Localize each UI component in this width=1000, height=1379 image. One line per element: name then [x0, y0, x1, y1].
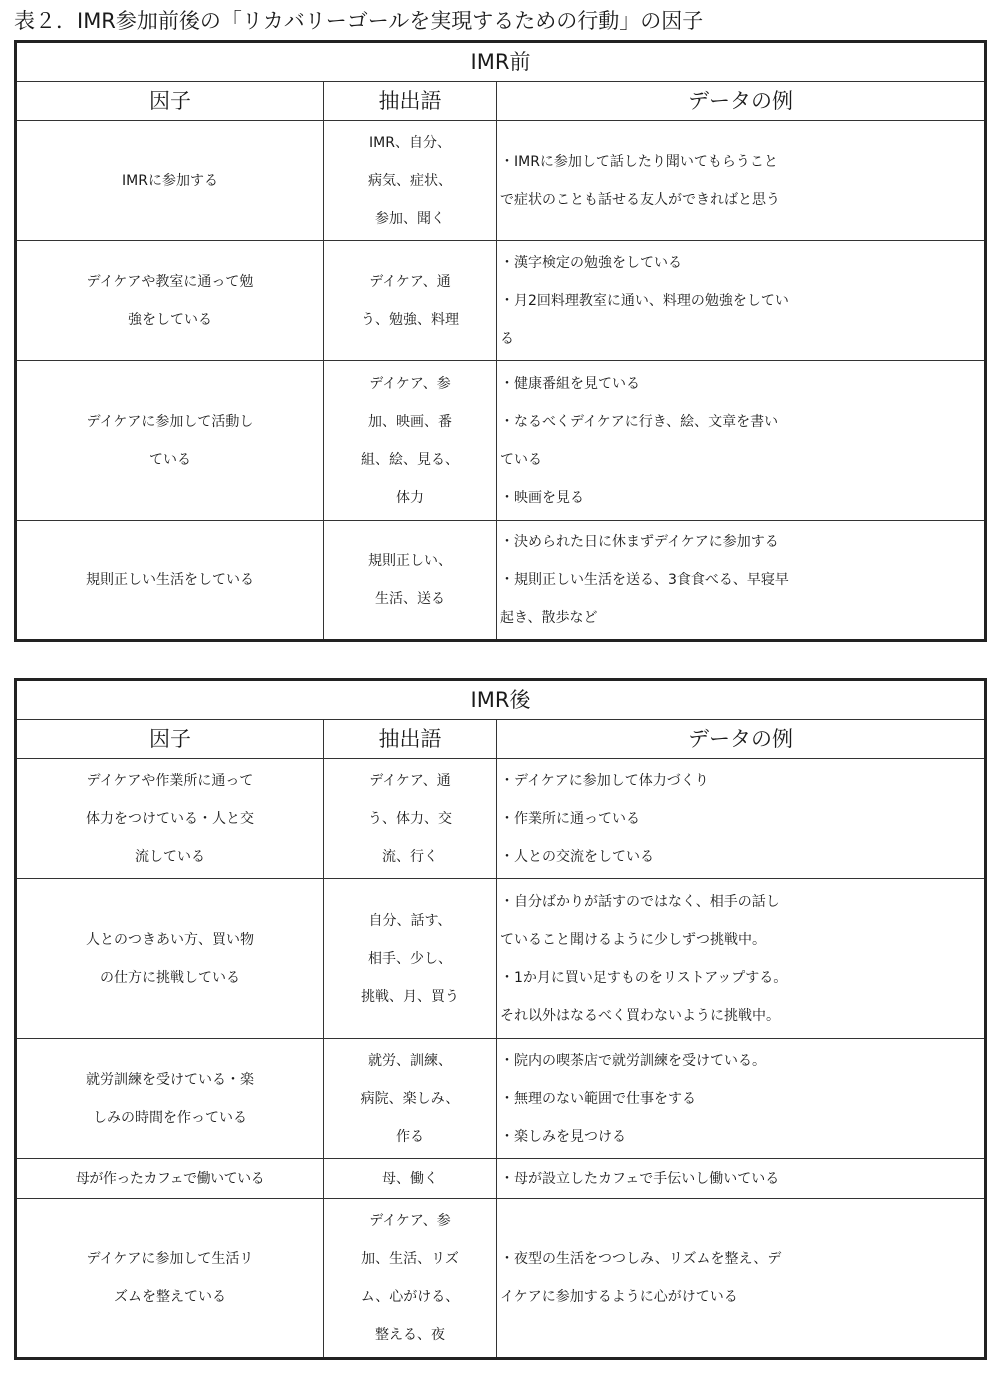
- table-title: IMR前: [16, 42, 986, 82]
- factor-cell: [16, 241, 324, 361]
- table-row: [16, 241, 986, 361]
- factor-line: 人とのつきあい方、買い物: [86, 931, 254, 948]
- terms-line: 参加、聞く: [375, 210, 445, 227]
- table-body: [16, 121, 986, 641]
- examples-cell: [497, 1039, 986, 1159]
- factor-cell: [16, 1199, 324, 1359]
- factor-cell: [16, 361, 324, 521]
- terms-line: 生活、送る: [375, 591, 445, 607]
- column-header-factor: 因子: [16, 720, 324, 759]
- terms-line: 整える、夜: [375, 1327, 445, 1343]
- examples-cell: [497, 121, 986, 241]
- example-line: ・決められた日に休まずデイケアに参加する: [500, 534, 779, 550]
- example-line: ・自分ばかりが話すのではなく、相手の話し: [500, 893, 780, 910]
- example-line: ・無理のない範囲で仕事をする: [500, 1090, 696, 1107]
- table-body: [16, 759, 986, 1359]
- terms-line: 作る: [396, 1128, 424, 1145]
- terms-cell: [324, 879, 497, 1039]
- examples-cell: [497, 241, 986, 361]
- example-line: ・作業所に通っている: [500, 810, 640, 827]
- terms-line: 規則正しい、: [368, 553, 452, 569]
- example-line: それ以外はなるべく買わないように挑戦中。: [500, 1007, 780, 1024]
- factors-table-after-imr: [14, 678, 987, 1360]
- examples-cell: [497, 759, 986, 879]
- example-line: で症状のことも話せる友人ができればと思う: [500, 191, 780, 208]
- examples-cell: [497, 879, 986, 1039]
- table-caption: 表２．IMR参加前後の「リカバリーゴールを実現するための行動」の因子: [14, 9, 704, 33]
- factor-cell: [16, 759, 324, 879]
- examples-cell: [497, 1159, 986, 1199]
- terms-line: ム、心がける、: [360, 1289, 460, 1305]
- table-row: [16, 361, 986, 521]
- factor-line: の仕方に挑戦している: [100, 969, 240, 986]
- examples-cell: [497, 521, 986, 641]
- terms-line: 病気、症状、: [368, 172, 452, 189]
- example-line: ・楽しみを見つける: [500, 1128, 626, 1145]
- terms-line: 体力: [396, 489, 424, 506]
- example-line: ・健康番組を見ている: [500, 375, 640, 392]
- example-line: ・月2回料理教室に通い、料理の勉強をしてい: [500, 292, 789, 309]
- terms-line: 組、絵、見る、: [361, 451, 459, 468]
- terms-line: 病院、楽しみ、: [360, 1090, 460, 1107]
- table-row: [16, 121, 986, 241]
- terms-line: う、勉強、料理: [361, 311, 459, 328]
- factor-line: デイケアや作業所に通って: [86, 772, 254, 789]
- column-header-data-examples: データの例: [497, 720, 986, 759]
- factor-line: デイケアに参加して生活リ: [86, 1251, 254, 1267]
- factors-table-before-imr: [14, 40, 987, 642]
- factor-cell: [16, 1159, 324, 1199]
- factor-line: ズムを整えている: [114, 1289, 226, 1305]
- factor-line: デイケアに参加して活動し: [86, 413, 254, 430]
- terms-line: 流、行く: [382, 848, 438, 865]
- factor-line: 強をしている: [128, 311, 212, 328]
- terms-cell: [324, 1039, 497, 1159]
- table-row: [16, 879, 986, 1039]
- example-line: ・デイケアに参加して体力づくり: [500, 772, 709, 789]
- example-line: ていること聞けるように少しずつ挑戦中。: [500, 931, 766, 948]
- column-header-factor: 因子: [16, 82, 324, 121]
- table-row: [16, 759, 986, 879]
- example-line: ・漢字検定の勉強をしている: [500, 254, 682, 271]
- example-line: 起き、散歩など: [500, 610, 598, 626]
- examples-cell: [497, 361, 986, 521]
- terms-line: デイケア、参: [369, 375, 451, 392]
- table-title: IMR後: [16, 680, 986, 720]
- terms-line: 母、働く: [382, 1170, 438, 1187]
- examples-cell: [497, 1199, 986, 1359]
- example-line: ・IMRに参加して話したり聞いてもらうこと: [500, 153, 778, 170]
- terms-line: 自分、話す、: [368, 912, 452, 929]
- column-header-data-examples: データの例: [497, 82, 986, 121]
- terms-line: 加、映画、番: [368, 413, 452, 430]
- terms-cell: [324, 759, 497, 879]
- factor-cell: [16, 879, 324, 1039]
- factor-line: しみの時間を作っている: [93, 1109, 247, 1126]
- example-line: イケアに参加するように心がけている: [500, 1289, 738, 1305]
- terms-line: デイケア、通: [369, 772, 451, 789]
- terms-cell: [324, 1199, 497, 1359]
- example-line: ・院内の喫茶店で就労訓練を受けている。: [500, 1052, 766, 1069]
- factor-cell: [16, 521, 324, 641]
- table-row: [16, 521, 986, 641]
- factor-line: 流している: [135, 848, 205, 865]
- terms-line: デイケア、通: [369, 273, 451, 290]
- example-line: ている: [500, 451, 542, 468]
- table-row: [16, 1159, 986, 1199]
- terms-cell: [324, 1159, 497, 1199]
- example-line: ・1か月に買い足すものをリストアップする。: [500, 969, 788, 986]
- table-row: [16, 1199, 986, 1359]
- factor-line: 規則正しい生活をしている: [86, 572, 254, 588]
- column-header-extracted-words: 抽出語: [324, 720, 497, 759]
- example-line: る: [500, 330, 514, 347]
- factor-cell: [16, 121, 324, 241]
- factor-line: 体力をつけている・人と交: [86, 810, 254, 827]
- example-line: ・規則正しい生活を送る、3食食べる、早寝早: [500, 572, 789, 588]
- factor-line: 母が作ったカフェで働いている: [75, 1170, 265, 1187]
- terms-line: 就労、訓練、: [368, 1052, 452, 1069]
- terms-line: IMR、自分、: [369, 134, 451, 151]
- terms-cell: [324, 521, 497, 641]
- example-line: ・なるべくデイケアに行き、絵、文章を書い: [500, 413, 779, 430]
- factor-line: IMRに参加する: [122, 172, 218, 189]
- factor-line: ている: [149, 451, 191, 468]
- table-row: [16, 1039, 986, 1159]
- terms-line: デイケア、参: [369, 1213, 451, 1229]
- terms-cell: [324, 121, 497, 241]
- terms-line: 挑戦、月、買う: [361, 988, 459, 1005]
- terms-cell: [324, 361, 497, 521]
- factor-line: 就労訓練を受けている・楽: [86, 1071, 254, 1088]
- factor-cell: [16, 1039, 324, 1159]
- factor-line: デイケアや教室に通って勉: [86, 273, 254, 290]
- terms-line: 相手、少し、: [368, 950, 452, 967]
- terms-line: う、体力、交: [368, 810, 452, 827]
- column-header-extracted-words: 抽出語: [324, 82, 497, 121]
- example-line: ・夜型の生活をつつしみ、リズムを整え、デ: [500, 1251, 782, 1267]
- example-line: ・母が設立したカフェで手伝いし働いている: [500, 1170, 780, 1187]
- example-line: ・人との交流をしている: [500, 848, 654, 865]
- terms-cell: [324, 241, 497, 361]
- terms-line: 加、生活、リズ: [361, 1251, 459, 1267]
- example-line: ・映画を見る: [500, 489, 584, 506]
